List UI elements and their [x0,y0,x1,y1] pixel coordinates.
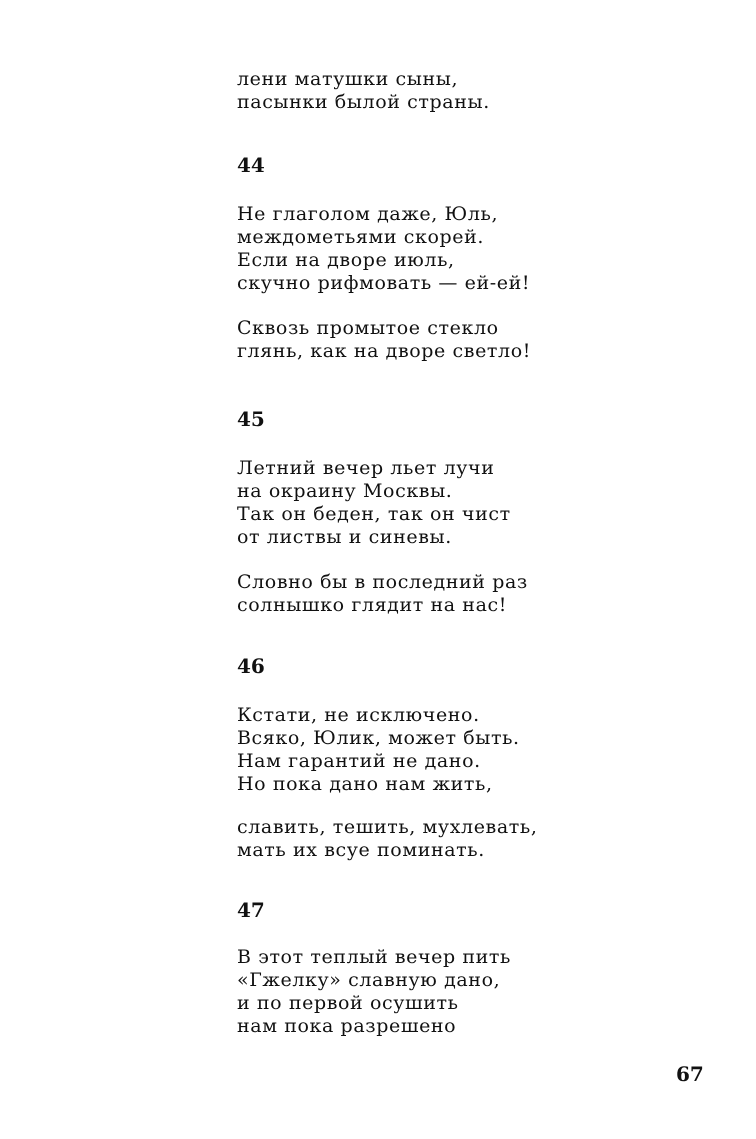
poem-line: Не глаголом даже, Юль, [237,203,499,225]
poem-line: нам пока разрешено [237,1015,457,1037]
poem-line: скучно рифмовать — ей-ей! [237,272,531,294]
poem-line: мать их всуе поминать. [237,839,485,861]
poem-line: глянь, как на дворе светло! [237,340,531,362]
poem-line: славить, тешить, мухлевать, [237,816,538,838]
poem-line: В этот теплый вечер пить [237,946,511,968]
poem-line: междометьями скорей. [237,226,485,248]
poem-line: «Гжелку» славную дано, [237,969,501,991]
poem-line: Словно бы в последний раз [237,571,528,593]
poem-line: Но пока дано нам жить, [237,773,493,795]
poem-line: Летний вечер льет лучи [237,457,495,479]
page-number: 67 [676,1062,704,1086]
poem-number: 46 [237,654,265,678]
poem-line: солнышко глядит на нас! [237,594,507,616]
poem-line: Кстати, не исключено. [237,704,480,726]
poem-line: Всяко, Юлик, может быть. [237,727,520,749]
poem-line: и по первой осушить [237,992,459,1014]
poem-number: 45 [237,407,265,431]
intro-line: лени матушки сыны, [237,68,459,90]
intro-line: пасынки былой страны. [237,91,490,113]
poem-line: Нам гарантий не дано. [237,750,481,772]
poem-line: на окраину Москвы. [237,480,453,502]
poem-line: Сквозь промытое стекло [237,317,499,339]
poem-line: Так он беден, так он чист [237,503,511,525]
poem-number: 44 [237,153,265,177]
poem-line: от листвы и синевы. [237,526,452,548]
poem-number: 47 [237,898,265,922]
poem-line: Если на дворе июль, [237,249,455,271]
